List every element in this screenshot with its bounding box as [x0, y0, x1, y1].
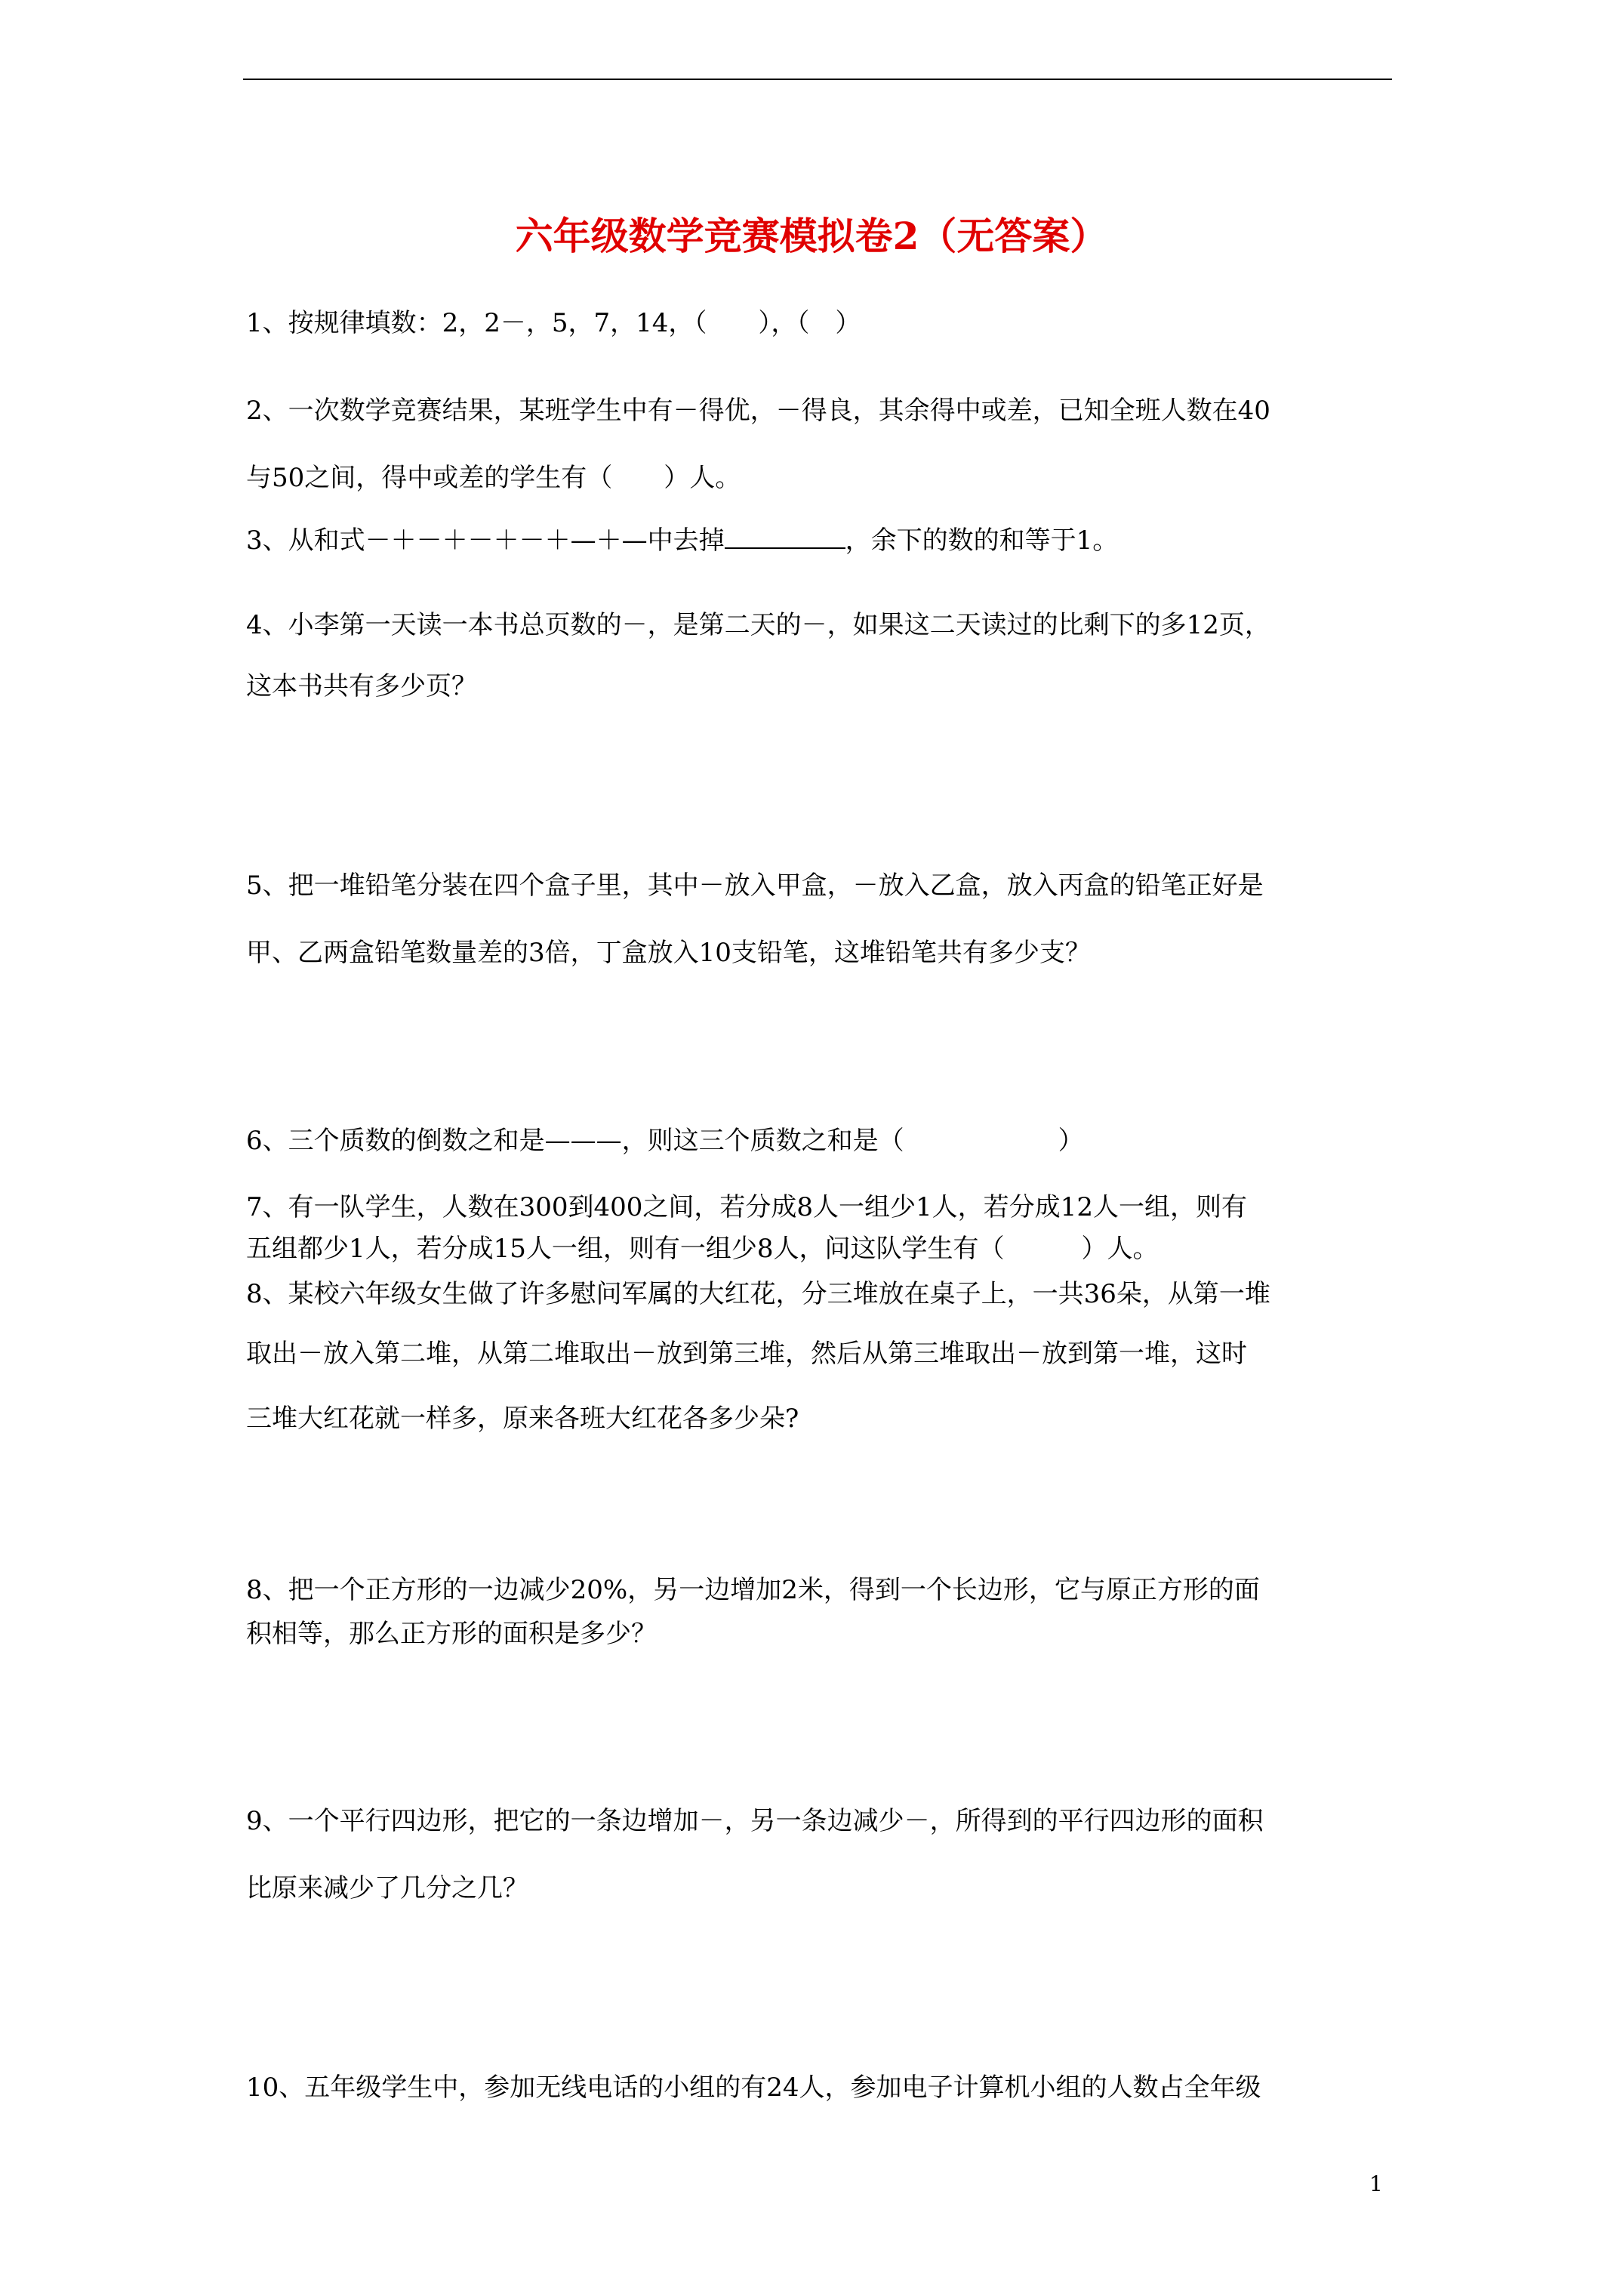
- question-8b-line-1: 8、把一个正方形的一边减少20%，另一边增加2米，得到一个长边形，它与原正方形的面: [246, 1575, 1260, 1605]
- question-4-line-2: 这本书共有多少页？: [246, 671, 477, 701]
- page-number: 1: [1369, 2171, 1383, 2196]
- header-rule: [243, 79, 1392, 80]
- question-7-line-1: 7、有一队学生，人数在300到400之间，若分成8人一组少1人，若分成12人一组，则有: [246, 1192, 1247, 1222]
- question-4-line-1: 4、小李第一天读一本书总页数的－，是第二天的－，如果这二天读过的比剩下的多12页，: [246, 610, 1270, 640]
- question-7-line-2: 五组都少1人，若分成15人一组，则有一组少8人，问这队学生有（ ）人。: [246, 1234, 1159, 1264]
- question-10-line-1: 10、五年级学生中，参加无线电话的小组的有24人，参加电子计算机小组的人数占全年级: [246, 2073, 1261, 2103]
- question-5-line-1: 5、把一堆铅笔分装在四个盒子里，其中－放入甲盒，－放入乙盒，放入丙盒的铅笔正好是: [246, 871, 1264, 901]
- question-8a-line-2: 取出－放入第二堆，从第二堆取出－放到第三堆，然后从第三堆取出－放到第一堆，这时: [246, 1339, 1247, 1369]
- question-6-line-1: 6、三个质数的倒数之和是———，则这三个质数之和是（ ）: [246, 1126, 1084, 1156]
- question-9-line-2: 比原来减少了几分之几？: [246, 1873, 528, 1903]
- question-3-text-after: ，余下的数的和等于1。: [845, 525, 1119, 556]
- question-3-text-before: 3、从和式－＋－＋－＋－＋—＋—中去掉: [246, 525, 725, 556]
- question-5-line-2: 甲、乙两盒铅笔数量差的3倍，丁盒放入10支铅笔，这堆铅笔共有多少支？: [246, 938, 1091, 968]
- question-3-line-1: [246, 524, 1118, 557]
- question-1-line-1: 1、按规律填数：2，2－，5，7，14，（ ），（ ）: [246, 308, 861, 338]
- question-9-line-1: 9、一个平行四边形，把它的一条边增加－，另一条边减少－，所得到的平行四边形的面积: [246, 1806, 1264, 1836]
- question-8a-line-1: 8、某校六年级女生做了许多慰问军属的大红花，分三堆放在桌子上，一共36朵，从第一堆: [246, 1279, 1270, 1309]
- question-2-line-2: 与50之间，得中或差的学生有（ ）人。: [246, 463, 741, 493]
- question-3-answer-blank: [725, 525, 845, 549]
- question-2-line-1: 2、一次数学竞赛结果，某班学生中有－得优，－得良，其余得中或差，已知全班人数在40: [246, 396, 1270, 426]
- question-8a-line-3: 三堆大红花就一样多，原来各班大红花各多少朵?: [246, 1404, 799, 1434]
- question-8b-line-2: 积相等，那么正方形的面积是多少？: [246, 1619, 657, 1649]
- document-title: 六年级数学竞赛模拟卷2（无答案）: [515, 214, 1108, 258]
